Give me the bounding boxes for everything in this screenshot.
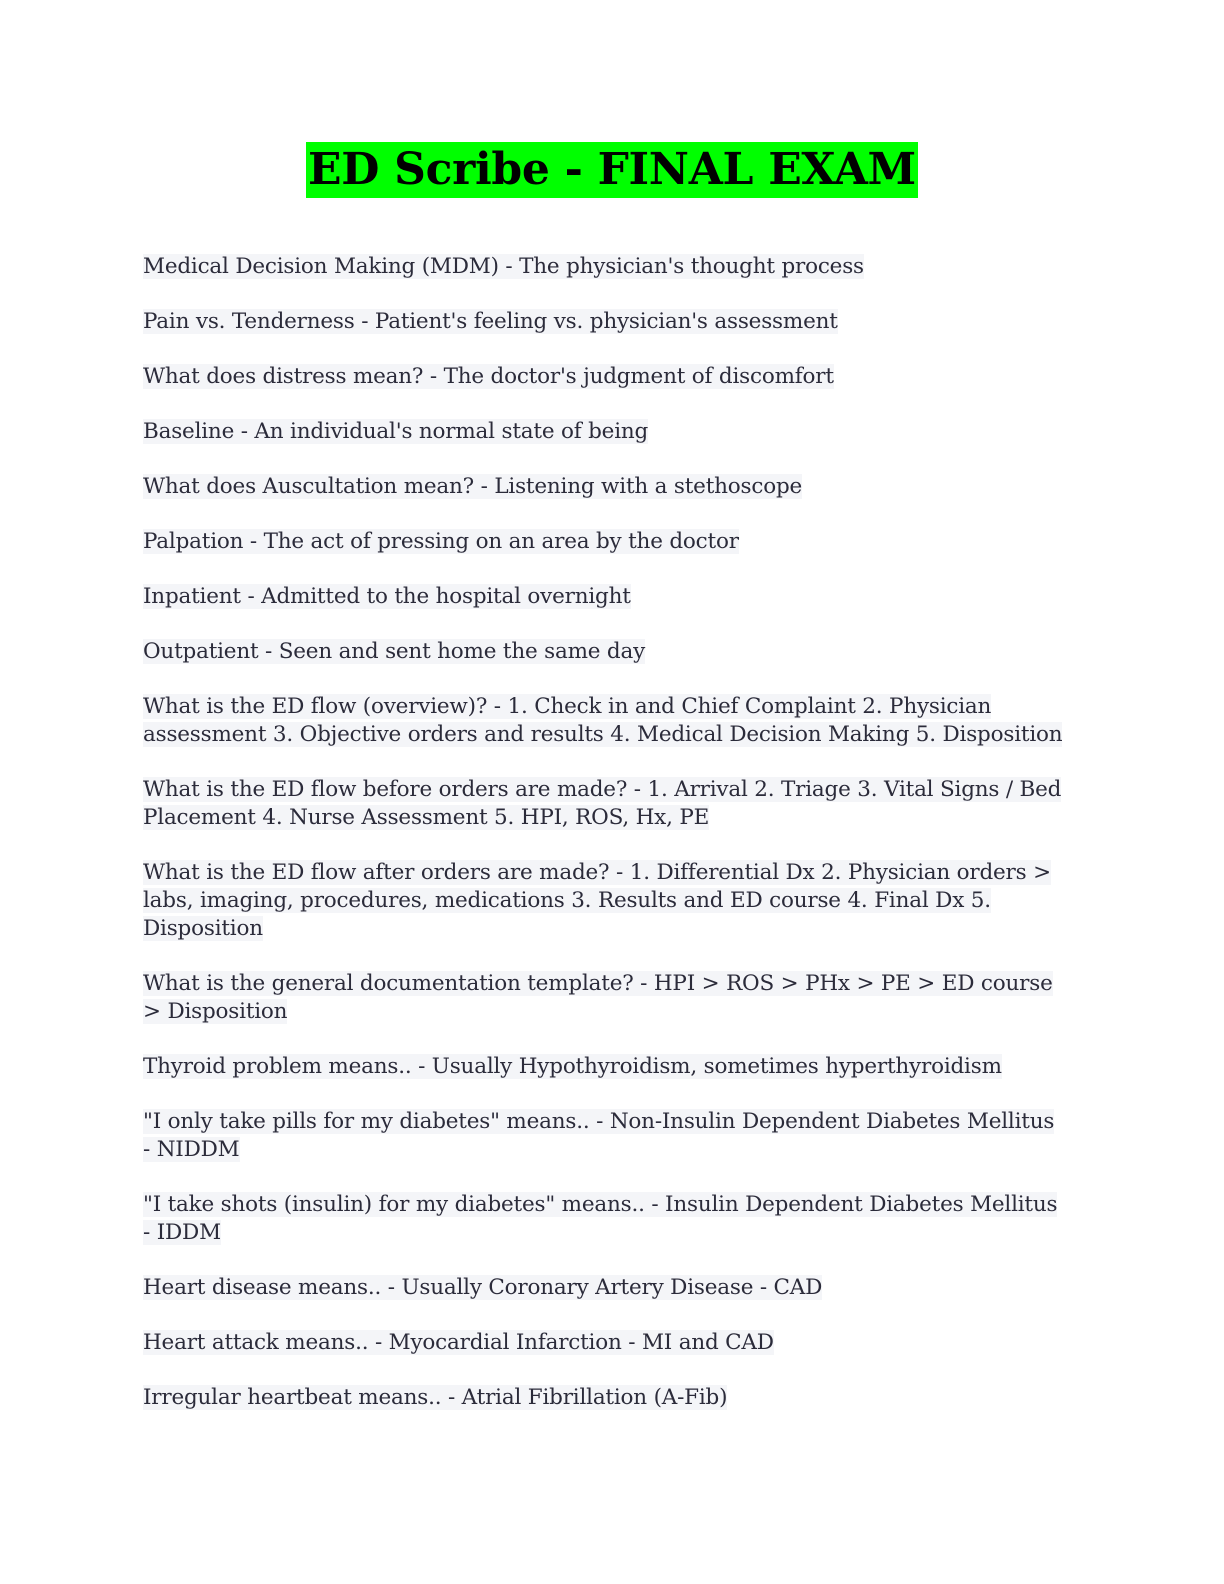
flashcard-entry: [143, 363, 1063, 391]
flashcard-entry: [143, 1053, 1063, 1081]
flashcard-entry: [143, 1108, 1063, 1164]
flashcard-entry: [143, 418, 1063, 446]
flashcard-entry: [143, 528, 1063, 556]
flashcard-text: Heart attack means.. - Myocardial Infarction - MI and CAD: [143, 1330, 774, 1355]
flashcard-text: "I only take pills for my diabetes" means.. - Non-Insulin Dependent Diabetes Mellitus - NIDDM: [143, 1109, 1055, 1162]
flashcard-text: Irregular heartbeat means.. - Atrial Fibrillation (A-Fib): [143, 1385, 728, 1410]
flashcard-text: Pain vs. Tenderness - Patient's feeling vs. physician's assessment: [143, 309, 838, 334]
flashcard-entry: [143, 638, 1063, 666]
flashcard-text: Thyroid problem means.. - Usually Hypothyroidism, sometimes hyperthyroidism: [143, 1054, 1002, 1079]
flashcard-text: Inpatient - Admitted to the hospital overnight: [143, 584, 631, 609]
flashcard-entry: [143, 693, 1063, 749]
flashcard-text: What does Auscultation mean? - Listening with a stethoscope: [143, 474, 803, 499]
flashcard-text: What is the ED flow before orders are made? - 1. Arrival 2. Triage 3. Vital Signs / Bed Placement 4. Nurse Assessment 5. HPI, ROS, Hx, PE: [143, 777, 1062, 830]
flashcard-text: What does distress mean? - The doctor's judgment of discomfort: [143, 364, 834, 389]
flashcard-entry: [143, 776, 1063, 832]
page-title: ED Scribe - FINAL EXAM: [306, 142, 918, 198]
flashcard-entry: [143, 1384, 1063, 1412]
flashcard-text: "I take shots (insulin) for my diabetes" means.. - Insulin Dependent Diabetes Mellitus - IDDM: [143, 1192, 1058, 1245]
flashcard-entry: [143, 1329, 1063, 1357]
flashcard-entry: [143, 308, 1063, 336]
flashcard-entry: [143, 1274, 1063, 1302]
flashcard-list: [143, 253, 1063, 1439]
flashcard-text: What is the general documentation template? - HPI > ROS > PHx > PE > ED course > Disposition: [143, 971, 1053, 1024]
flashcard-entry: [143, 473, 1063, 501]
flashcard-entry: [143, 970, 1063, 1026]
flashcard-text: Palpation - The act of pressing on an area by the doctor: [143, 529, 739, 554]
title-container: [0, 142, 1224, 198]
flashcard-text: What is the ED flow after orders are made? - 1. Differential Dx 2. Physician orders > labs, imaging, procedures, medications 3. Results and ED course 4. Final Dx 5. Disposition: [143, 860, 1051, 941]
flashcard-text: Medical Decision Making (MDM) - The physician's thought process: [143, 254, 864, 279]
flashcard-text: What is the ED flow (overview)? - 1. Check in and Chief Complaint 2. Physician assessment 3. Objective orders and results 4. Medical Decision Making 5. Disposition: [143, 694, 1063, 747]
flashcard-entry: [143, 583, 1063, 611]
flashcard-entry: [143, 253, 1063, 281]
flashcard-text: Baseline - An individual's normal state of being: [143, 419, 649, 444]
flashcard-text: Heart disease means.. - Usually Coronary Artery Disease - CAD: [143, 1275, 823, 1300]
flashcard-text: Outpatient - Seen and sent home the same day: [143, 639, 646, 664]
flashcard-entry: [143, 1191, 1063, 1247]
flashcard-entry: [143, 859, 1063, 943]
